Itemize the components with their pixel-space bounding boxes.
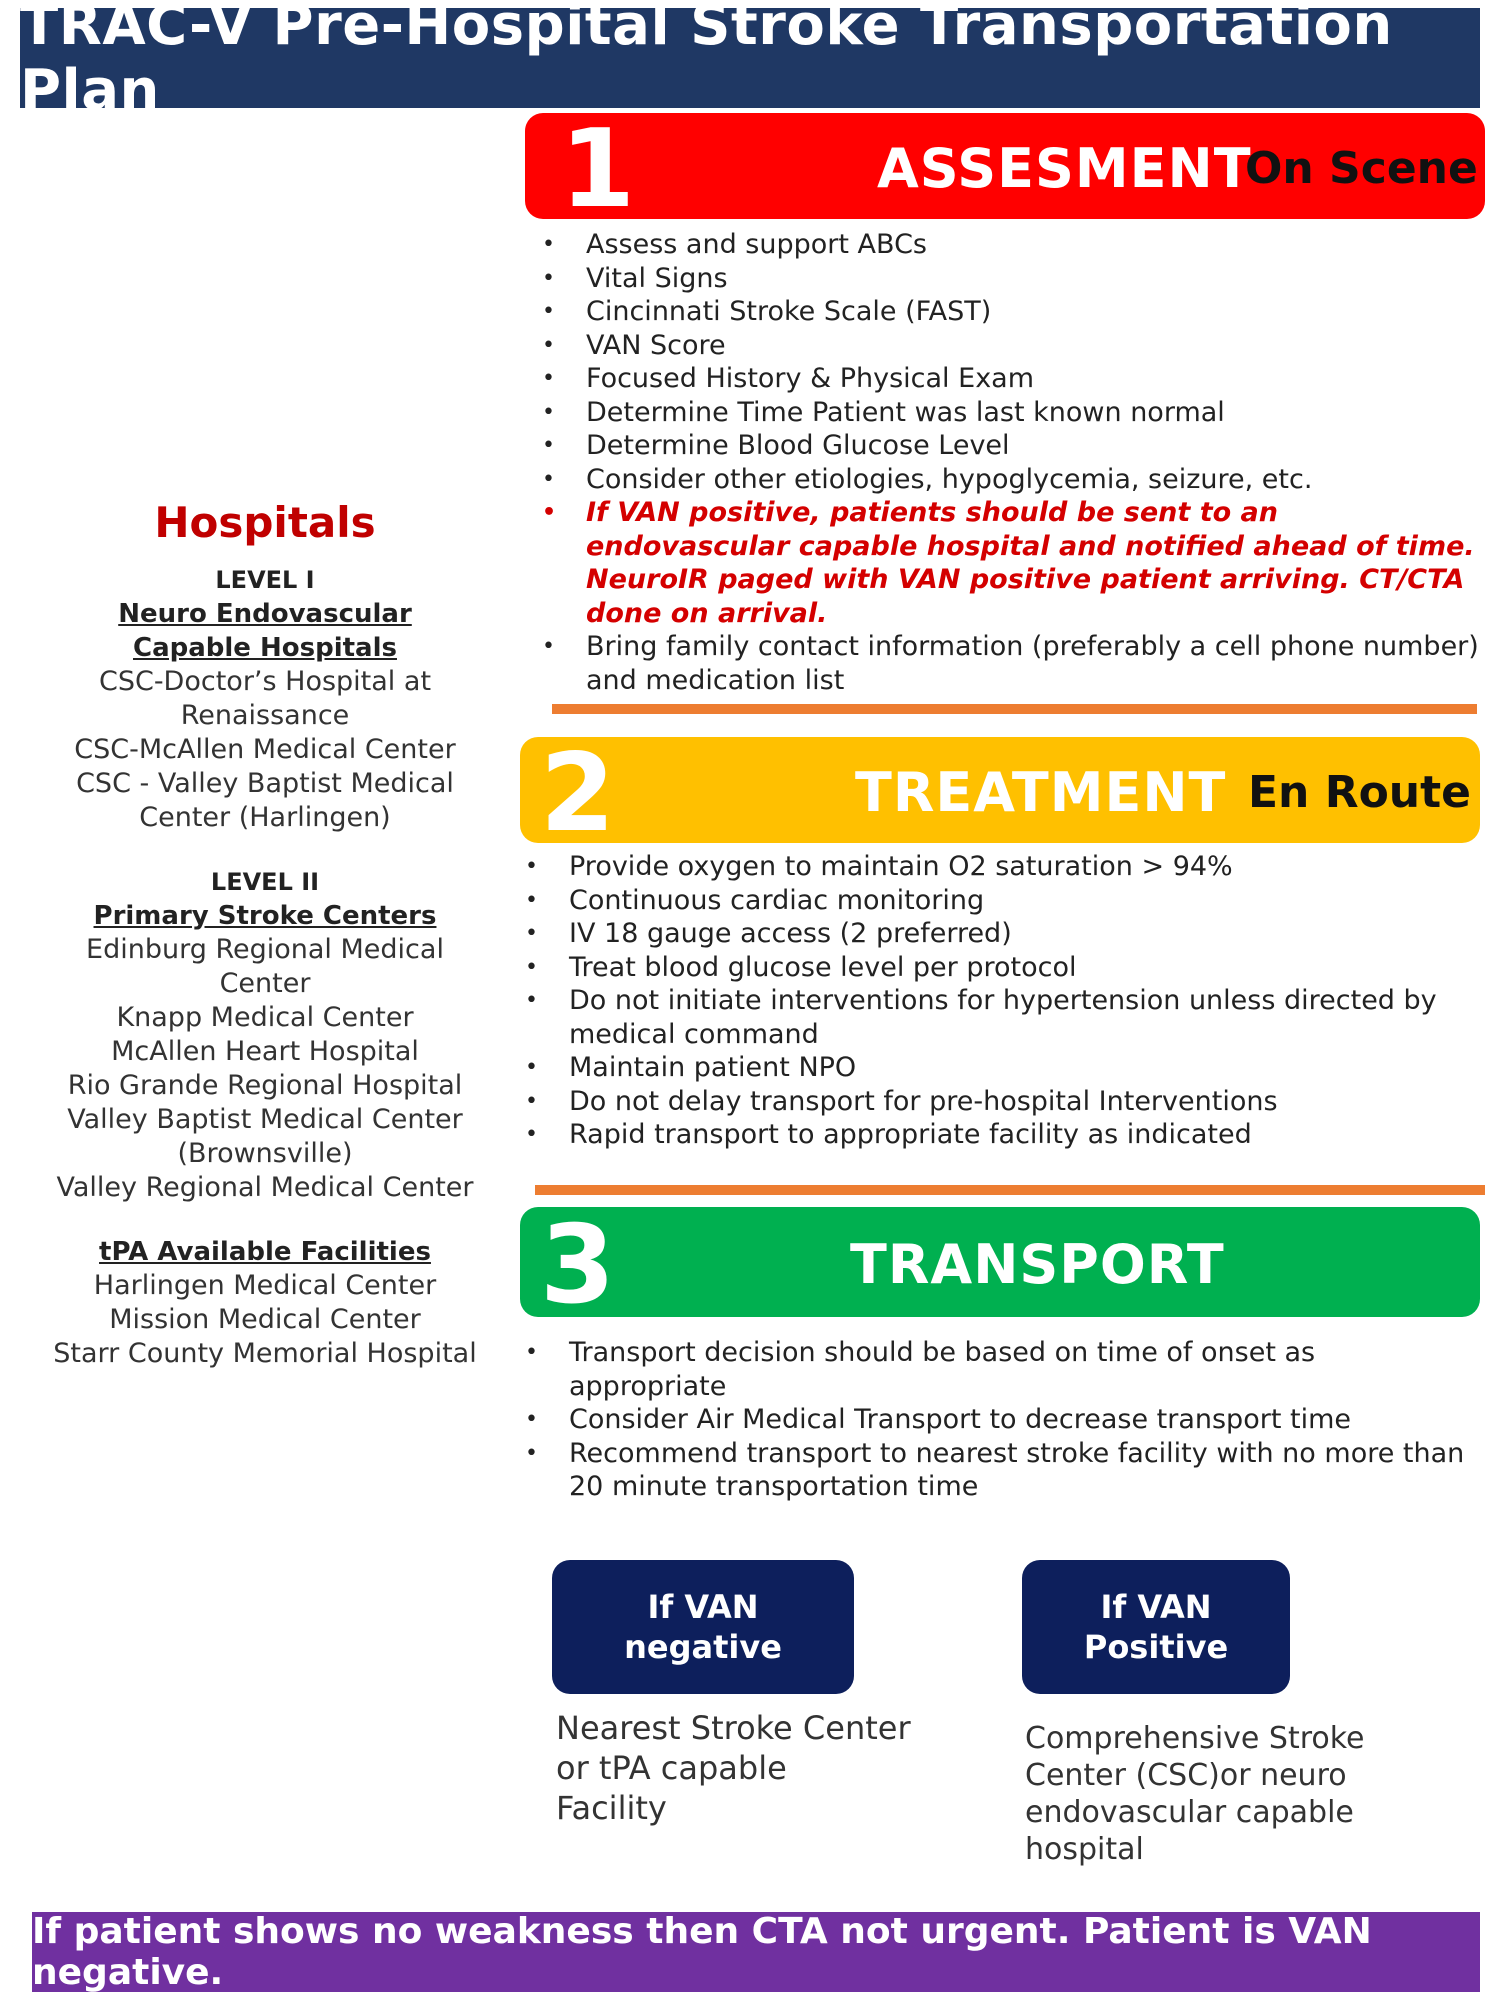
hospital-item: Rio Grande Regional Hospital (67, 1070, 463, 1101)
van-positive-alert: • If VAN positive, patients should be sent to an endovascular capable hospital and notified ahead of time. NeuroIR paged with VAN positive patient arriving. CT/CTA done on arrival. (542, 496, 1482, 630)
section-label: TREATMENT (855, 761, 1227, 824)
transport-list (525, 1336, 1475, 1504)
hospital-item: Harlingen Medical Center (93, 1270, 437, 1301)
footer-banner (32, 1912, 1480, 1992)
level2-group (30, 865, 500, 1205)
list-item: • Maintain patient NPO (525, 1051, 1480, 1085)
section-label: TRANSPORT (850, 1233, 1225, 1296)
van-negative-result (556, 1708, 936, 1828)
level1-group (30, 563, 500, 835)
list-item: • Transport decision should be based on time of onset as appropriate (525, 1336, 1475, 1403)
section-divider (535, 1185, 1485, 1195)
hospital-item: McAllen Heart Hospital (111, 1036, 419, 1067)
list-item: • Continuous cardiac monitoring (525, 884, 1480, 918)
hospital-item: Starr County Memorial Hospital (53, 1338, 477, 1369)
hospital-item: Valley Baptist Medical Center (67, 1104, 463, 1135)
section-number: 2 (540, 731, 616, 856)
van-negative-box (552, 1560, 854, 1694)
section-label: ASSESMENT (877, 137, 1252, 200)
list-item: • Cincinnati Stroke Scale (FAST) (542, 295, 1482, 329)
tpa-subtitle: tPA Available Facilities (99, 1237, 431, 1267)
hospital-item: (Brownsville) (177, 1138, 353, 1169)
list-item: • Rapid transport to appropriate facility as indicated (525, 1118, 1480, 1152)
treatment-header (520, 731, 1480, 856)
result-line: Nearest Stroke Center (556, 1709, 911, 1747)
hospital-item: Edinburg Regional Medical (86, 934, 444, 965)
section-number: 1 (560, 107, 636, 232)
hospital-item: CSC-McAllen Medical Center (74, 734, 456, 765)
hospital-item: CSC-Doctor’s Hospital at (98, 666, 432, 697)
van-negative-label-2: negative (624, 1628, 782, 1666)
section-number: 3 (540, 1203, 616, 1328)
list-item: • Focused History & Physical Exam (542, 362, 1482, 396)
list-item: • Determine Time Patient was last known normal (542, 396, 1482, 430)
list-item: • Vital Signs (542, 262, 1482, 296)
result-line: or tPA capable (556, 1749, 787, 1787)
result-line: endovascular capable (1025, 1795, 1354, 1830)
level1-subtitle-2: Capable Hospitals (133, 633, 397, 663)
result-line: hospital (1025, 1832, 1144, 1867)
section-divider (552, 704, 1477, 714)
transport-header (520, 1203, 1480, 1328)
list-item: • Do not delay transport for pre-hospital Interventions (525, 1085, 1480, 1119)
result-line: Comprehensive Stroke (1025, 1721, 1365, 1756)
van-negative-label-1: If VAN (647, 1588, 759, 1626)
level2-subtitle: Primary Stroke Centers (93, 901, 437, 931)
list-item: • Assess and support ABCs (542, 228, 1482, 262)
hospital-item: Valley Regional Medical Center (56, 1172, 474, 1203)
list-item: • Recommend transport to nearest stroke facility with no more than 20 minute transportation time (525, 1437, 1475, 1504)
van-positive-result (1025, 1720, 1465, 1868)
page-title: TRAC-V Pre-Hospital Stroke Transportation Plan (20, 0, 1393, 123)
section-phase: En Route (1248, 767, 1472, 818)
hospital-item: Renaissance (180, 700, 350, 731)
section-phase: On Scene (1245, 143, 1478, 194)
assessment-header (525, 107, 1485, 232)
list-item: • Determine Blood Glucose Level (542, 429, 1482, 463)
list-item: • Treat blood glucose level per protocol (525, 951, 1480, 985)
list-item: • Consider Air Medical Transport to decrease transport time (525, 1403, 1475, 1437)
hospital-item: CSC - Valley Baptist Medical (76, 768, 454, 799)
result-line: Center (CSC)or neuro (1025, 1758, 1347, 1793)
title-banner (20, 0, 1480, 123)
level2-label: LEVEL II (210, 868, 320, 896)
result-line: Facility (556, 1789, 667, 1827)
hospital-item: Center (Harlingen) (139, 802, 391, 833)
treatment-list (525, 850, 1480, 1152)
list-item: • Provide oxygen to maintain O2 saturation > 94% (525, 850, 1480, 884)
footer-note: If patient shows no weakness then CTA not urgent. Patient is VAN negative. (32, 1911, 1372, 1993)
assessment-list (542, 228, 1482, 697)
list-item: • Consider other etiologies, hypoglycemia, seizure, etc. (542, 463, 1482, 497)
list-item: • VAN Score (542, 329, 1482, 363)
van-positive-box (1022, 1560, 1290, 1694)
list-item: • IV 18 gauge access (2 preferred) (525, 917, 1480, 951)
hospital-item: Knapp Medical Center (116, 1002, 414, 1033)
van-positive-label-1: If VAN (1100, 1588, 1212, 1626)
hospitals-heading: Hospitals (154, 498, 376, 547)
hospital-item: Center (219, 968, 311, 999)
level1-subtitle-1: Neuro Endovascular (118, 599, 412, 629)
list-item: • Bring family contact information (preferably a cell phone number) and medication list (542, 630, 1482, 697)
van-positive-label-2: Positive (1083, 1628, 1229, 1666)
list-item: • Do not initiate interventions for hypertension unless directed by medical command (525, 984, 1480, 1051)
level1-label: LEVEL I (215, 566, 315, 594)
tpa-group (30, 1235, 500, 1371)
hospital-item: Mission Medical Center (109, 1304, 421, 1335)
hospitals-panel (30, 498, 500, 1401)
